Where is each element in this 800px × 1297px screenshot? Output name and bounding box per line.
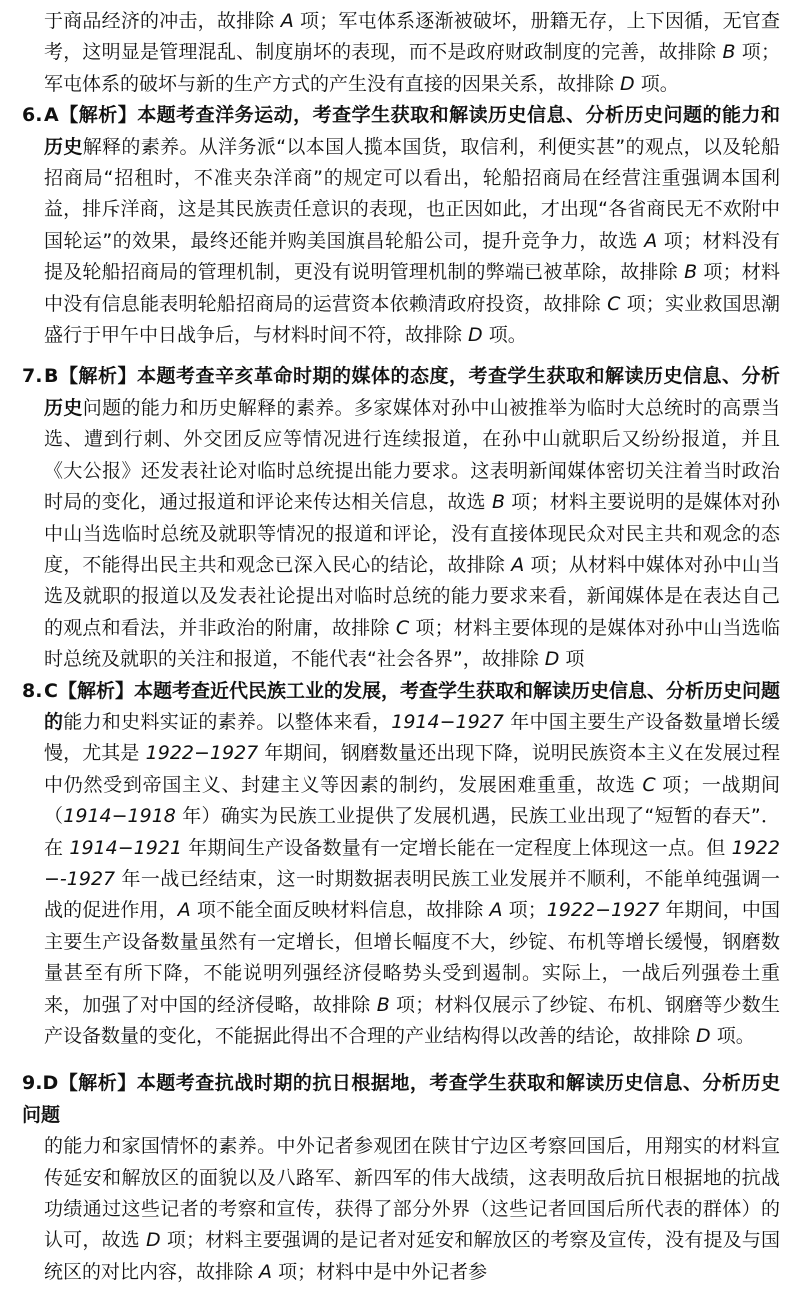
- italic-term: 1922−-1927: [44, 836, 780, 890]
- italic-term: B: [722, 41, 736, 64]
- italic-term: B: [376, 993, 390, 1016]
- italic-term: B: [492, 491, 506, 514]
- item-number: 6.: [22, 104, 43, 127]
- answer-item-7: [22, 361, 780, 675]
- italic-term: C: [395, 616, 410, 639]
- italic-term: C: [607, 292, 621, 315]
- italic-term: 1922−1927: [546, 899, 660, 922]
- italic-term: B: [684, 261, 698, 284]
- item-lead: 本题考查抗战时期的抗日根据地，考查学生获取和解读历史信息、分析历史问题: [22, 1072, 780, 1126]
- item-lead: 本题考查洋务运动，考查学生获取和解读历史信息、分析历史问题的能力和历史: [44, 104, 780, 158]
- italic-term: D: [696, 1025, 711, 1047]
- italic-term: D: [544, 648, 560, 671]
- italic-term: A: [511, 553, 525, 576]
- item-tag: 【解析】: [58, 104, 138, 127]
- item-body: 问题的能力和历史解释的素养。多家媒体对孙中山被推举为临时大总统时的高票当选、遭到行刺、外交团反应等情况进行连续报道，在孙中山就职后又纷纷报道，并且《大公报》还发表社论对临时总统提出能力要求。这表明新闻媒体密切关注着当时政治时局的变化，通过报道和评论来传达相关信息，故选 B 项；材料主要说明的是媒体对孙中山当选临时总统及就职等情况的报道和评论，没有直接体现民众对民主共和观念的态度，不能得出民主共和观念已深入民心的结论，故排除 A 项；从材料中媒体对孙中山当选及就职的报道以及发表社论提出对临时总统的能力要求来看，新闻媒体是在表达自己的观点和看法，并非政治的附庸，故排除 C 项；材料主要体现的是媒体对孙中山当选临时总统及就职的关注和报道，不能代表“社会各界”，故排除 D 项: [44, 396, 780, 671]
- item-number: 8.: [22, 679, 43, 702]
- italic-term: C: [642, 773, 656, 796]
- item-body: 的能力和家国情怀的素养。中外记者参观团在陕甘宁边区考察回国后，用翔实的材料宣传延安和解放区的面貌以及八路军、新四军的伟大战绩，这表明敌后抗日根据地的抗战功绩通过这些记者的考察和宣传，获得了部分外界（这些记者回国后所代表的群体）的认可，故选 D 项；材料主要强调的是记者对延安和解放区的考察及宣传，没有提及与国统区的对比内容，故排除 A 项；材料中是中外记者参: [44, 1135, 780, 1283]
- answer-item-8: [22, 676, 780, 1053]
- item-tag: 【解析】: [58, 365, 137, 388]
- item-lead: 本题考查辛亥革命时期的媒体的态度，考查学生获取和解读历史信息、分析历史: [44, 365, 780, 419]
- italic-term: D: [620, 72, 635, 95]
- italic-term: A: [644, 229, 658, 252]
- italic-term: D: [146, 1229, 161, 1252]
- item-body: 能力和史料实证的素养。以整体来看，1914−1927 年中国主要生产设备数量增长缓慢，尤其是 1922−1927 年期间，钢磨数量还出现下降，说明民族资本主义在发展过程中仍然受到帝国主义、封建主义等因素的制约，发展困难重重，故选 C 项；一战期间（1914−1918 年）确实为民族工业提供了发展机遇，民族工业出现了“短暂的春天”．在 1914−1921 年期间生产设备数量有一定增长能在一定程度上体现这一点。但 1922−-1927 年一战已经结束，这一时期数据表明民族工业发展并不顺利，不能单纯强调一战的促进作用，A 项不能全面反映材料信息，故排除 A 项；1922−1927 年期间，中国主要生产设备数量虽然有一定增长，但增长幅度不大，纱锭、布机等增长缓慢，钢磨数量甚至有所下降，不能说明列强经济侵略势头受到遏制。实际上，一战后列强卷土重来，加强了对中国的经济侵略，故排除 B 项；材料仅展示了纱锭、布机、钢磨等少数生产设备数量的变化，不能据此得出不合理的产业结构得以改善的结论，故排除 D 项。: [44, 710, 780, 1047]
- answer-item-6: [22, 100, 780, 351]
- item-answer: C: [44, 679, 58, 702]
- answer-item-9: [22, 1068, 780, 1288]
- intro-paragraph: 于商品经济的冲击，故排除 A 项；军屯体系逐渐被破坏，册籍无存，上下因循，无官查考，这明显是管理混乱、制度崩坏的表现，而不是政府财政制度的完善，故排除 B 项；军屯体系的破坏与新的生产方式的产生没有直接的因果关系，故排除 D 项。: [44, 10, 781, 95]
- italic-term: D: [468, 324, 483, 347]
- italic-term: A: [489, 899, 503, 922]
- italic-term: 1922−1927: [145, 742, 259, 765]
- item-body: 解释的素养。从洋务派“以本国人揽本国货，取信利，利便实甚”的观点，以及轮船招商局“招租时，不准夹杂洋商”的规定可以看出，轮船招商局在经营注重强调本国利益，排斥洋商，这是其民族责任意识的表现，也正因如此，才出现“各省商民无不欢附中国轮运”的效果，最终还能并购美国旗昌轮船公司，提升竞争力，故选 A 项；材料没有提及轮船招商局的管理机制，更没有说明管理机制的弊端已被革除，故排除 B 项；材料中没有信息能表明轮船招商局的运营资本依赖清政府投资，故排除 C 项；实业救国思潮盛行于甲午中日战争后，与材料时间不符，故排除 D 项。: [44, 135, 780, 347]
- item-answer: B: [44, 365, 59, 388]
- italic-term: A: [280, 10, 294, 32]
- item-lead: 本题考查近代民族工业的发展，考查学生获取和解读历史信息、分析历史问题的: [44, 679, 780, 733]
- item-tag: 【解析】: [57, 679, 134, 702]
- item-answer: A: [44, 104, 59, 127]
- italic-term: 1914−1927: [391, 710, 504, 733]
- italic-term: A: [259, 1260, 273, 1283]
- item-number: 9.: [22, 1072, 43, 1095]
- item-answer: D: [42, 1072, 59, 1095]
- italic-term: 1914−1918: [63, 805, 176, 828]
- item-tag: 【解析】: [58, 1072, 137, 1095]
- italic-term: A: [177, 899, 191, 922]
- italic-term: 1914−1921: [69, 836, 183, 859]
- item-number: 7.: [22, 365, 43, 388]
